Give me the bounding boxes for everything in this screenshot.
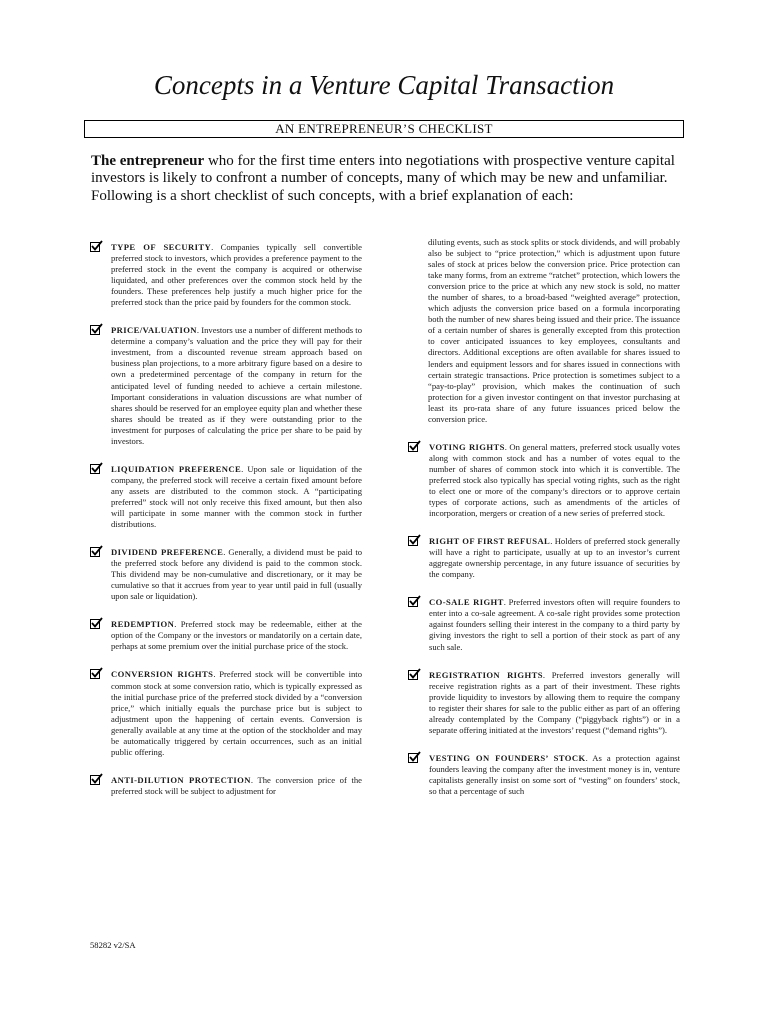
item-term: DIVIDEND PREFERENCE xyxy=(111,547,224,558)
checklist-item xyxy=(90,325,362,447)
intro-paragraph xyxy=(91,153,681,205)
checklist-item xyxy=(90,619,362,652)
item-text: . Preferred stock will be convertible into common stock at some conversion ratio, which is typically expressed as the initial purchase price of the preferred stock divided by a “conversion price,” which initially equals the purchase price but is subject to adjustment upon the happening of certain events. Conversion is generally available at any time at the option of the stockholder and may be automatically triggered by certain occurrences, such as an initial public offering. xyxy=(111,669,362,757)
checklist-item xyxy=(90,547,362,602)
checked-box-icon xyxy=(90,669,100,679)
checked-box-icon xyxy=(408,536,418,546)
item-term: REGISTRATION RIGHTS xyxy=(429,669,543,680)
checked-box-icon xyxy=(408,670,418,680)
item-term: VESTING ON FOUNDERS’ STOCK xyxy=(429,752,586,763)
checked-box-icon xyxy=(90,325,100,335)
checklist-item xyxy=(90,775,362,797)
checklist-subtitle: AN ENTREPRENEUR’S CHECKLIST xyxy=(84,120,684,138)
item-text: . Generally, a dividend must be paid to the preferred stock before any dividend is paid to the common stock. This dividend may be non-cumulative and discretionary, or it may be cumulative so that it accrues from year to year until paid in full (usually upon sale or liquidation). xyxy=(111,547,362,602)
checked-box-icon xyxy=(408,753,418,763)
item-text: . Holders of preferred stock generally will have a right to participate, usually at up to an investor’s current aggregate ownership percentage, in any future issuance of securities by the company. xyxy=(429,536,681,580)
page-title: Concepts in a Venture Capital Transaction xyxy=(153,70,615,100)
checklist-item xyxy=(90,464,362,530)
item-text: . Investors use a number of different methods to determine a company’s valuation and the price they will pay for their investment, from a discounted revenue stream approach based on business plan projections, to a more arbitrary figure based on a desire to own a predetermined percentage of the company in return for the anticipated level of funding needed to achieve a certain milestone. Important considerations in valuation discussions are what number of shares should be reserved for an employee equity plan and whether these shares should be treated as if they were outstanding prior to the investment for purposes of calculating the price per share to be paid by investors. xyxy=(111,325,362,446)
checklist-item xyxy=(90,669,362,757)
item-text: . Companies typically sell convertible preferred stock to investors, which provides a preference payment to the preferred stock in the event the company is acquired or otherwise liquidated, and other preferences over the common stock held by the founders. These preferences help justify a much higher price for the preferred stock than the price paid by founders for the common stock. xyxy=(111,242,362,308)
item-text: . On general matters, preferred stock usually votes along with common stock and has a number of votes equal to the number of shares of common stock into which it is convertible. The preferred stock also typically has special voting rights, such as the right to elect one or more of the company’s directors or to approve certain types of corporate actions, such as amendments of the articles of incorporation, mergers or creation of a new series of preferred stock. xyxy=(429,441,680,519)
item-term: VOTING RIGHTS xyxy=(429,441,505,452)
checked-box-icon xyxy=(90,464,100,474)
checklist-item xyxy=(408,753,680,797)
item-term: PRICE/VALUATION xyxy=(111,325,197,336)
item-term: REDEMPTION xyxy=(111,619,175,630)
item-text: . The conversion price of the preferred stock will be subject to adjustment for xyxy=(111,774,362,796)
checklist-item xyxy=(408,670,680,736)
item-term: CONVERSION RIGHTS xyxy=(111,669,214,680)
checked-box-icon xyxy=(90,775,100,785)
item-term: LIQUIDATION PREFERENCE xyxy=(111,463,242,474)
intro-text: who for the first time enters into negotiations with prospective venture capital investors is likely to confront a number of concepts, many of which may be new and unfamiliar. Following is a short checklist of such concepts, with a brief explanation of each: xyxy=(91,153,675,204)
item-text: . Preferred investors generally will receive registration rights as a part of their investment. These rights provide liquidity to investors by allowing them to require the company to register their shares for sale to the public either as part of an offering already contemplated by the Company (“piggyback rights”) or in a separate offering initiated at the investors’ request (“demand rights”). xyxy=(429,669,680,735)
checklist-item xyxy=(408,536,680,580)
checked-box-icon xyxy=(90,242,100,252)
checklist-item xyxy=(408,597,680,652)
checklist-item xyxy=(90,242,362,308)
checked-box-icon xyxy=(90,547,100,557)
checklist-item xyxy=(408,442,680,519)
left-column xyxy=(90,237,362,797)
right-column xyxy=(408,237,680,797)
checked-box-icon xyxy=(408,597,418,607)
item-text: . Preferred stock may be redeemable, either at the option of the Company or the investors or mandatorily on a certain date, perhaps at some premium over the initial purchase price of the stock. xyxy=(111,619,362,652)
item-term: TYPE OF SECURITY xyxy=(111,242,212,252)
checked-box-icon xyxy=(90,619,100,629)
item-text: . Preferred investors often will require founders to enter into a co-sale agreement. A co-sale right provides some protection against founders selling their interest in the company to a third party by giving investors the right to sell a portion of their stock as part of any such sale. xyxy=(429,597,680,652)
item-term: ANTI-DILUTION PROTECTION xyxy=(111,774,251,785)
intro-lead: The entrepreneur xyxy=(91,153,205,169)
item-text: . As a protection against founders leaving the company after the investment money is in, venture capitalists generally insist on some sort of “vesting” on founders’ stock, so that a percentage of such xyxy=(429,752,680,796)
item-term: CO-SALE RIGHT xyxy=(429,597,504,608)
item-term: RIGHT OF FIRST REFUSAL xyxy=(429,536,551,547)
checked-box-icon xyxy=(408,442,418,452)
document-footer-id: 58282 v2/SA xyxy=(90,940,136,950)
item-text: . Upon sale or liquidation of the company, the preferred stock will receive a certain fixed amount before any assets are distributed to the common stock. A “participating preferred” stock will not only receive this fixed amount, but then also will participate in some manner with the common stock in further distributions. xyxy=(111,463,362,530)
continued-text: diluting events, such as stock splits or stock dividends, and will probably also be subject to “price protection,” which is adjustment upon future sales of stock at prices below the conversion price. Price protection can take many forms, from an extreme “ratchet” protection, which lowers the conversion price to the price at which any new stock is sold, no matter the number of shares, to a broad-based “weighted average” protection, which adjusts the conversion price based on a formula incorporating both the number of new shares being issued and their price. The issuance of a certain number of shares is generally excepted from this protection to cover anticipated issuances to key employees, consultants and directors. Additional exceptions are often available for shares issued to lenders and equipment lessors and for shares issued in connections with certain strategic transactions. Price protection is sometimes subject to a “pay-to-play” provision, which makes the continuation of such protection for a given investor contingent on that investor purchasing at least its pro-rata share of any future issuances priced below the conversion price. xyxy=(428,237,680,424)
